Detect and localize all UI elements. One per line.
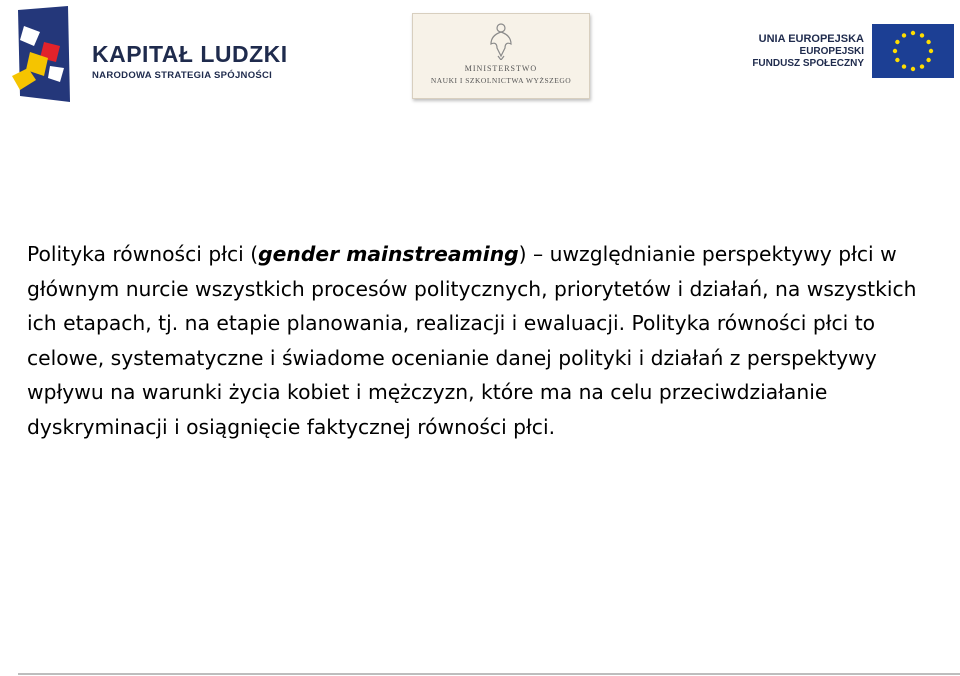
ministry-logo — [412, 13, 590, 99]
ministry-line1: MINISTERSTWO — [464, 64, 538, 73]
bottom-divider — [18, 673, 960, 675]
eagle-icon — [489, 22, 513, 60]
eu-line3: FUNDUSZ SPOŁECZNY — [752, 58, 864, 69]
eu-flag-icon — [872, 24, 954, 78]
kapital-ludzki-subtitle: NARODOWA STRATEGIA SPÓJNOŚCI — [92, 70, 273, 81]
logo-bar — [0, 0, 960, 110]
paragraph-rest: ) – uwzględnianie perspektywy płci w głównym nurcie wszystkich procesów politycznych, priorytetów i działań, na wszystkich ich etapach, tj. na etapie planowania, realizacji i ewaluacji. Polityka równości płci to celowe, systematyczne i świadome ocenianie danej polityki i działań z perspektywy wpływu na warunki życia kobiet i mężczyzn, które ma na celu przeciwdziałanie dyskryminacji i osiągnięcie faktycznej równości płci. — [27, 242, 917, 439]
main-paragraph — [27, 237, 942, 445]
kapital-ludzki-title: KAPITAŁ LUDZKI — [92, 41, 288, 67]
eu-logo-text — [730, 33, 864, 70]
gender-mainstreaming-term: gender mainstreaming — [258, 242, 519, 266]
eu-line2: EUROPEJSKI — [799, 46, 864, 57]
paragraph-intro: Polityka równości płci ( — [27, 242, 259, 266]
kapital-ludzki-emblem-icon — [10, 6, 80, 104]
kapital-ludzki-logo — [10, 6, 310, 106]
eu-line1: UNIA EUROPEJSKA — [758, 33, 864, 45]
ministry-line2: NAUKI I SZKOLNICTWA WYŻSZEGO — [430, 76, 572, 85]
